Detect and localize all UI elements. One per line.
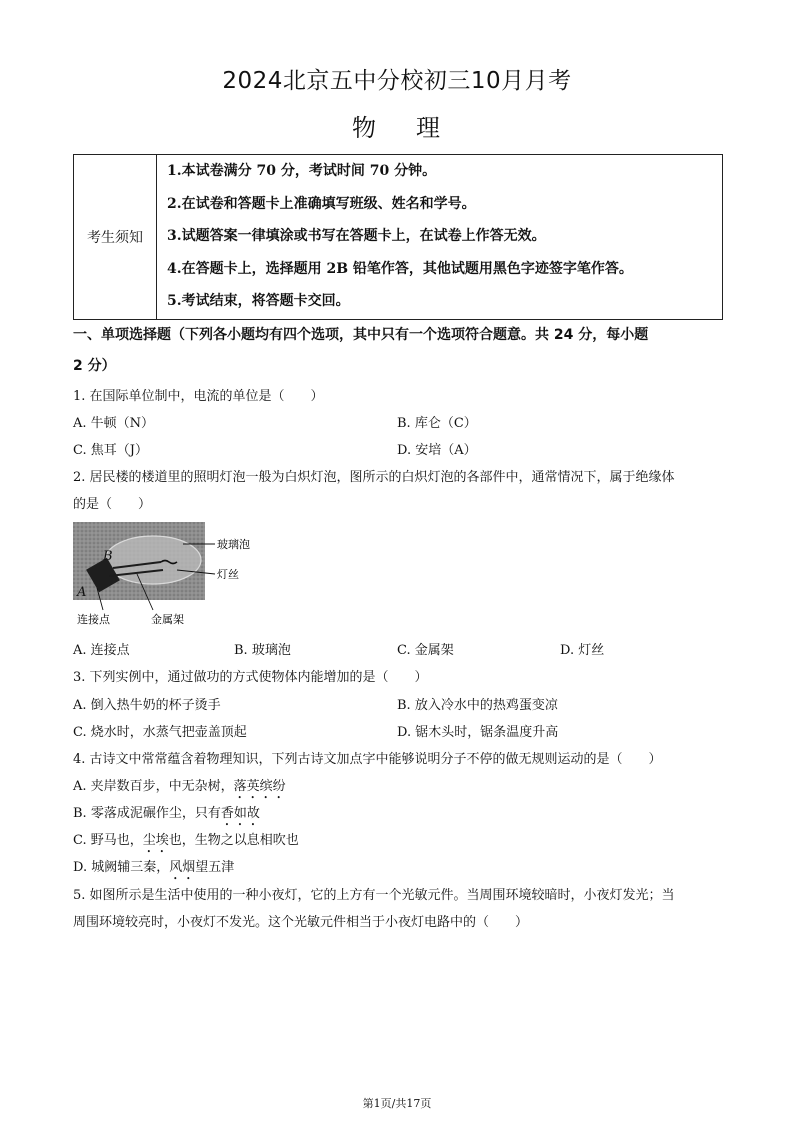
- q4-d-dotted: 风烟: [169, 860, 196, 875]
- q3-option-a: A. 倒入热牛奶的杯子烫手: [73, 698, 221, 713]
- q1-option-b: B. 库仑（C）: [397, 416, 477, 431]
- q2-option-a: A. 连接点: [73, 643, 130, 658]
- q4-c-text-post: 也，生物之以息相吹也: [168, 833, 299, 848]
- q2-option-b: B. 玻璃泡: [234, 643, 291, 658]
- question-5-stem: 5. 如图所示是生活中使用的一种小夜灯，它的上方有一个光敏元件。当周围环境较暗时，小夜灯发光；当: [73, 888, 675, 903]
- q4-d-text: D. 城阙辅三秦，: [73, 860, 170, 875]
- q2-option-c: C. 金属架: [397, 643, 454, 658]
- q4-option-d: [73, 856, 234, 883]
- notice-label: 考生须知: [74, 155, 157, 320]
- subject-char-1: 物: [352, 114, 378, 142]
- question-5-stem-cont: 周围环境较亮时，小夜灯不发光。这个光敏元件相当于小夜灯电路中的（ ）: [73, 915, 529, 930]
- q3-option-b: B. 放入冷水中的热鸡蛋变凉: [397, 698, 558, 713]
- q4-b-dotted: 香如故: [220, 806, 260, 821]
- notice-rule: 3.试题答案一律填涂或书写在答题卡上，在试卷上作答无效。: [167, 228, 546, 244]
- q1-option-d: D. 安培（A）: [397, 443, 477, 458]
- section-heading-cont: 2 分）: [73, 358, 116, 374]
- notice-rule: 2.在试卷和答题卡上准确填写班级、姓名和学号。: [167, 195, 476, 212]
- label-glass-bulb: 玻璃泡: [217, 538, 250, 551]
- notice-rule: 4.在答题卡上，选择题用 2B 铅笔作答，其他试题用黑色字迹签字笔作答。: [167, 260, 633, 277]
- q4-b-text: B. 零落成泥碾作尘，只有: [73, 806, 221, 821]
- notice-table: [73, 154, 723, 320]
- q4-a-text: A. 夹岸数百步，中无杂树，: [73, 779, 234, 794]
- notice-rule: 5.考试结束，将答题卡交回。: [167, 293, 350, 309]
- q2-option-d: D. 灯丝: [560, 643, 605, 658]
- label-metal-frame: 金属架: [151, 613, 184, 626]
- question-1-stem: 1. 在国际单位制中，电流的单位是（ ）: [73, 389, 324, 404]
- q4-option-c: [73, 829, 299, 856]
- label-filament: 灯丝: [217, 568, 239, 581]
- q3-option-d: D. 锯木头时，锯条温度升高: [397, 725, 559, 740]
- subject-title: [0, 108, 794, 143]
- q1-option-a: A. 牛顿（N）: [73, 416, 155, 431]
- label-contact-point: 连接点: [77, 613, 110, 626]
- question-3-stem: 3. 下列实例中，通过做功的方式使物体内能增加的是（ ）: [73, 670, 428, 685]
- q4-c-text: C. 野马也，: [73, 833, 143, 848]
- q4-a-dotted: 落英缤纷: [233, 779, 286, 794]
- glass-bulb-shape: [105, 536, 201, 584]
- notice-rule: 1.本试卷满分 70 分，考试时间 70 分钟。: [167, 163, 437, 179]
- q4-d-text-post: 望五津: [195, 860, 235, 875]
- section-heading: 一、单项选择题（下列各小题均有四个选项，其中只有一个选项符合题意。共 24 分，每小题: [73, 327, 649, 343]
- question-2-stem-cont: 的是（ ）: [73, 497, 152, 512]
- q4-option-a: [73, 775, 286, 802]
- question-2-stem: 2. 居民楼的楼道里的照明灯泡一般为白炽灯泡，图所示的白炽灯泡的各部件中，通常情况下，属于绝缘体: [73, 470, 675, 485]
- exam-title: 2024北京五中分校初三10月月考: [222, 68, 572, 94]
- label-a: A: [77, 585, 87, 600]
- question-4-stem: 4. 古诗文中常常蕴含着物理知识，下列古诗文加点字中能够说明分子不停的做无规则运动的是（ ）: [73, 752, 662, 767]
- label-b: B: [103, 549, 113, 564]
- notice-rules: [157, 155, 723, 320]
- subject-char-2: 理: [416, 114, 442, 142]
- q1-option-c: C. 焦耳（J）: [73, 443, 148, 458]
- q4-option-b: [73, 802, 260, 829]
- q4-c-dotted: 尘埃: [142, 833, 169, 848]
- q3-option-c: C. 烧水时，水蒸气把壶盖顶起: [73, 725, 247, 740]
- light-bulb-figure: [73, 522, 253, 630]
- page-footer: 第1页/共17页: [362, 1097, 432, 1110]
